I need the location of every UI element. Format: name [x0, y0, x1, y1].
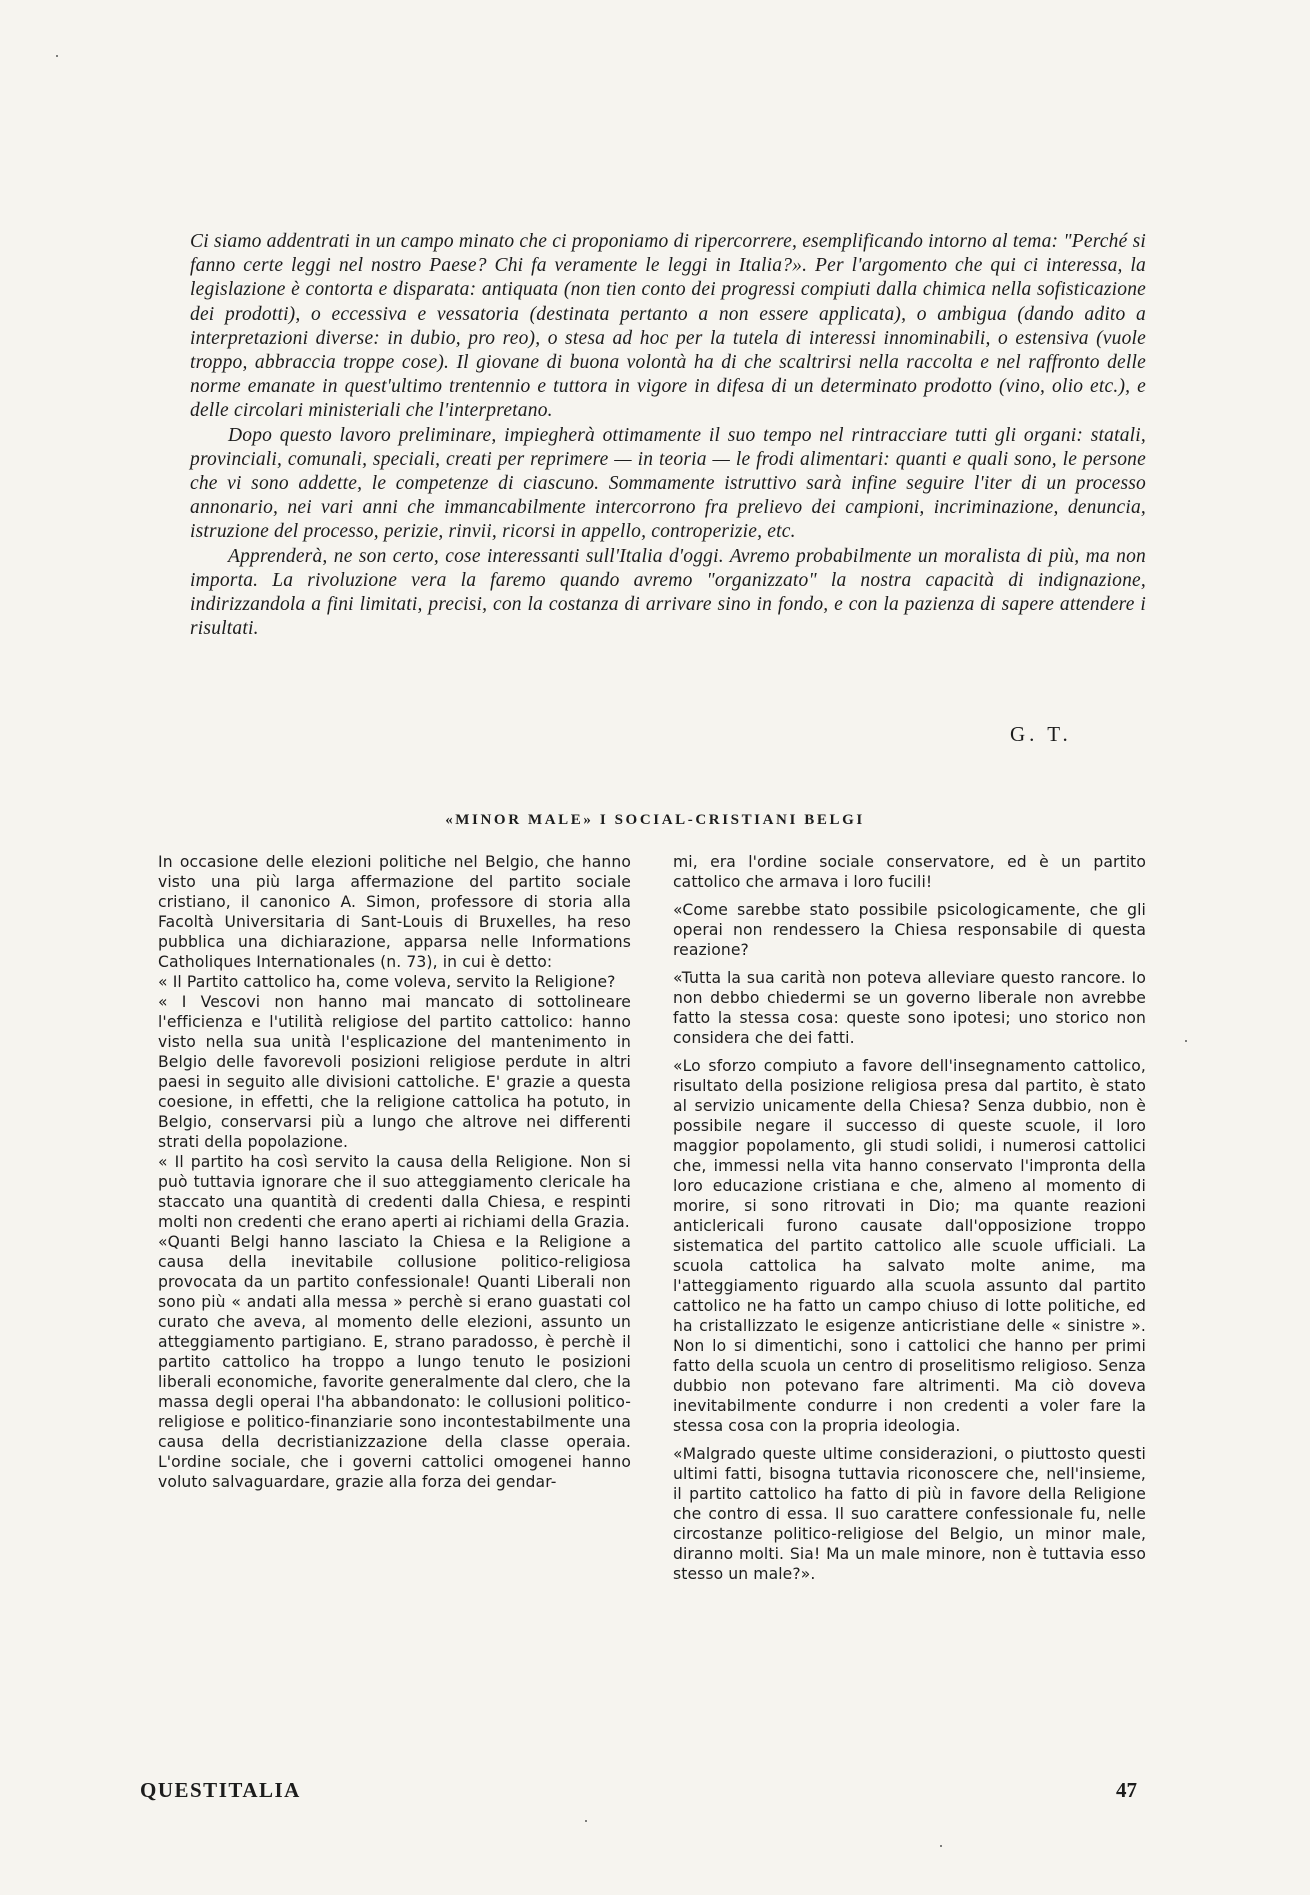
print-speck — [1185, 1040, 1187, 1042]
article-paragraph: In occasione delle elezioni politiche nel Belgio, che hanno visto una più larga affermazione del partito sociale cristiano, il canonico A. Simon, professore di storia alla Facoltà Universitaria di Sant-Louis di Bruxelles, ha reso pubblica una dichiarazione, apparsa nelle Informations Catholiques Internationales (n. 73), in cui è detto: — [158, 853, 631, 971]
intro-paragraph: Dopo questo lavoro preliminare, impiegherà ottimamente il suo tempo nel rintracciare tutti gli organi: statali, provinciali, comunali, speciali, creati per reprimere — in teoria — le frodi alimentari: quanti e quali sono, le persone che vi sono addette, le competenze di ciascuno. Sommamente istruttivo sarà infine seguire l'iter di un processo annonario, nei vari anni che immancabilmente intercorrono fra prelievo dei campioni, incriminazione, denuncia, istruzione del processo, perizie, rinvii, ricorsi in appello, controperizie, etc. — [190, 424, 1146, 543]
article-paragraph: « I Vescovi non hanno mai mancato di sottolineare l'efficienza e l'utilità religiose del partito cattolico: hanno visto nella sua unità l'esplicazione del mantenimento in Belgio delle favorevoli posizioni religiose perdute in altri paesi in seguito alle divisioni cattoliche. E' grazie a questa coesione, in effetti, che la religione cattolica ha potuto, in Belgio, conservarsi più a lungo che altrove nei differenti strati della popolazione. — [158, 993, 631, 1151]
intro-text — [190, 230, 1146, 641]
article-paragraph: mi, era l'ordine sociale conservatore, ed è un partito cattolico che armava i loro fucili! — [673, 853, 1146, 891]
article-right-column — [673, 852, 1146, 1592]
article-paragraph: « Il partito ha così servito la causa della Religione. Non si può tuttavia ignorare che il suo atteggiamento clericale ha staccato una quantità di credenti dalla Chiesa, e respinti molti non credenti che erano aperti ai richiami della Grazia. — [158, 1153, 631, 1231]
article-paragraph: «Quanti Belgi hanno lasciato la Chiesa e la Religione a causa della inevitabile collusione politico-religiosa provocata da un partito confessionale! Quanti Liberali non sono più « andati alla messa » perchè si erano guastati col curato che aveva, al momento delle elezioni, assunto un atteggiamento partigiano. E, strano paradosso, è perchè il partito cattolico ha troppo a lungo tenuto le posizioni liberali economiche, favorite generalmente dal clero, che la massa degli operai l'ha abbandonato: le collusioni politico-religiose e politico-finanziarie sono incontestabilmente una causa della decristianizzazione della classe operaia. L'ordine sociale, che i governi cattolici omogenei hanno voluto salvaguardare, grazie alla forza dei gendar- — [158, 1233, 631, 1491]
author-signature: G. T. — [1010, 722, 1072, 746]
print-speck — [56, 55, 58, 57]
intro-paragraph: Apprenderà, ne son certo, cose interessanti sull'Italia d'oggi. Avremo probabilmente un moralista di più, ma non importa. La rivoluzione vera la faremo quando avremo "organizzato" la nostra capacità di indignazione, indirizzandola a fini limitati, precisi, con la costanza di arrivare sino in fondo, e con la pazienza di sapere attendere i risultati. — [190, 545, 1146, 640]
article-title: «MINOR MALE» I SOCIAL-CRISTIANI BELGI — [445, 812, 865, 828]
print-speck — [585, 1820, 587, 1822]
article-paragraph: « Il Partito cattolico ha, come voleva, servito la Religione? — [158, 973, 616, 991]
article-left-column — [158, 852, 631, 1492]
intro-paragraph: Ci siamo addentrati in un campo minato che ci proponiamo di ripercorrere, esemplificando intorno al tema: "Perché si fanno certe leggi nel nostro Paese? Chi fa veramente le leggi in Italia?». Per l'argomento che qui ci interessa, la legislazione è contorta e disparata: antiquata (non tien conto dei progressi compiuti dalla chimica nella sofisticazione dei prodotti), o eccessiva e vessatoria (destinata pertanto a non essere applicata), o ambigua (dando adito a interpretazioni diverse: in dubio, pro reo), o stesa ad hoc per la tutela di interessi innominabili, o estensiva (vuole troppo, abbraccia troppe cose). Il giovane di buona volontà ha di che scaltrirsi nella raccolta e nel raffronto delle norme emanate in quest'ultimo trentennio e tuttora in vigore in difesa di un determinato prodotto (vino, olio etc.), e delle circolari ministeriali che l'interpretano. — [190, 231, 1146, 422]
article-paragraph: «Tutta la sua carità non poteva alleviare questo rancore. Io non debbo chiedermi se un governo liberale non avrebbe fatto la stessa cosa: queste sono ipotesi; uno storico non considera che dei fatti. — [673, 969, 1146, 1047]
publication-name: QUESTITALIA — [140, 1778, 301, 1802]
print-speck — [940, 1845, 942, 1847]
article-paragraph: «Malgrado queste ultime considerazioni, o piuttosto questi ultimi fatti, bisogna tuttavia riconoscere che, nell'insieme, il partito cattolico ha fatto di più in favore della Religione che contro di essa. Il suo carattere confessionale fu, nelle circostanze politico-religiose del Belgio, un minor male, diranno molti. Sia! Ma un male minore, non è tuttavia esso stesso un male?». — [673, 1445, 1146, 1583]
page-number: 47 — [1116, 1778, 1137, 1802]
article-paragraph: «Lo sforzo compiuto a favore dell'insegnamento cattolico, risultato della posizione religiosa presa dal partito, è stato al servizio unicamente della Chiesa? Senza dubbio, non è possibile negare il successo di queste scuole, il loro maggior popolamento, gli studi solidi, i numerosi cattolici che, immessi nella vita hanno conservato l'impronta della loro educazione cristiana e che, almeno al momento di morire, si sono ritrovati in Dio; ma quante reazioni anticlericali furono causate dall'opposizione troppo sistematica del partito cattolico alle scuole ufficiali. La scuola cattolica ha salvato molte anime, ma l'atteggiamento riguardo alla scuola assunto dal partito cattolico ne ha fatto un campo chiuso di lotte politiche, ed ha cristallizzato le esigenze anticristiane delle « sinistre ». Non lo si dimentichi, sono i cattolici che hanno per primi fatto della scuola un centro di proselitismo religioso. Senza dubbio non potevano fare altrimenti. Ma ciò doveva inevitabilmente condurre i non credenti a voler fare la stessa cosa con la propria ideologia. — [673, 1057, 1146, 1435]
article-paragraph: «Come sarebbe stato possibile psicologicamente, che gli operai non rendessero la Chiesa responsabile di questa reazione? — [673, 901, 1146, 959]
